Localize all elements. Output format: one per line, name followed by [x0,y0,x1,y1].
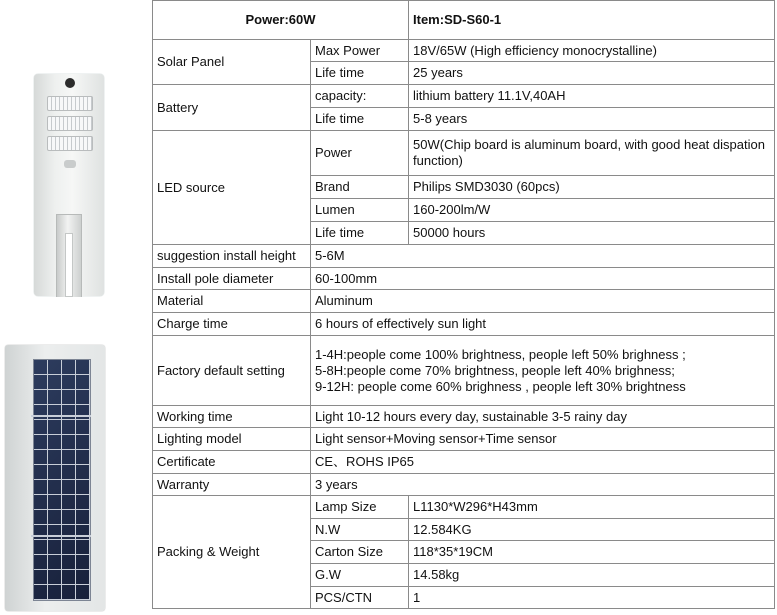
spec-value: CE、ROHS IP65 [311,451,775,474]
header-row [153,1,775,40]
spec-label: Working time [153,406,311,428]
spec-label: suggestion install height [153,245,311,268]
led-module-icon [47,116,93,131]
table-row [153,131,775,176]
spec-value: 1 [409,587,775,609]
spec-name: Life time [311,62,409,85]
spec-value: Philips SMD3030 (60pcs) [409,176,775,199]
spec-name: Lumen [311,199,409,222]
spec-label: Install pole diameter [153,268,311,290]
spec-value: 5-8 years [409,108,775,131]
spec-value: 160-200lm/W [409,199,775,222]
table-row [153,406,775,428]
table-row [153,451,775,474]
spec-label: Material [153,290,311,313]
spec-name: Max Power [311,40,409,62]
table-row [153,40,775,62]
led-module-icon [47,136,93,151]
spec-label: Certificate [153,451,311,474]
table-row [153,496,775,519]
table-row [153,245,775,268]
spec-value: 12.584KG [409,519,775,541]
spec-name: Lamp Size [311,496,409,519]
factory-default-value [311,336,775,406]
solar-panel-label: Solar Panel [153,40,311,85]
spec-value: 18V/65W (High efficiency monocrystalline) [409,40,775,62]
factory-default-label: Factory default setting [153,336,311,406]
setting-line: 9-12H: people come 60% brighness , people left 30% brightness [315,378,686,394]
spec-value: 6 hours of effectively sun light [311,313,775,336]
spec-value: Light sensor+Moving sensor+Time sensor [311,428,775,451]
battery-label: Battery [153,85,311,131]
spec-value: 3 years [311,474,775,496]
led-source-label: LED source [153,131,311,245]
spec-value: 25 years [409,62,775,85]
spec-name: PCS/CTN [311,587,409,609]
spec-label: Lighting model [153,428,311,451]
spec-value: 60-100mm [311,268,775,290]
spec-value: 5-6M [311,245,775,268]
table-row [153,290,775,313]
spec-value: 118*35*19CM [409,541,775,564]
spec-value: 50000 hours [409,222,775,245]
spec-label: Charge time [153,313,311,336]
street-light-photo [34,74,104,296]
packing-label: Packing & Weight [153,496,311,609]
solar-cells-icon [33,359,91,601]
table-row [153,474,775,496]
lens-icon [64,160,76,168]
mounting-arm-icon [56,214,82,297]
table-row [153,85,775,108]
motion-sensor-icon [65,78,75,88]
spec-name: Life time [311,108,409,131]
table-row [153,268,775,290]
spec-name: Life time [311,222,409,245]
product-images [0,0,152,615]
spec-value: L1130*W296*H43mm [409,496,775,519]
spec-value: 50W(Chip board is aluminum board, with good heat dispation function) [409,131,775,176]
setting-line: 1-4H:people come 100% brightness, people left 50% brighness ; [315,346,686,362]
spec-value: Light 10-12 hours every day, sustainable 3-5 rainy day [311,406,775,428]
spec-name: Power [311,131,409,176]
spec-table [152,0,775,609]
setting-line: 5-8H:people come 70% brightness, people left 40% brighness; [315,362,675,378]
spec-name: N.W [311,519,409,541]
table-row [153,336,775,406]
spec-value: Aluminum [311,290,775,313]
spec-name: Brand [311,176,409,199]
spec-name: G.W [311,564,409,587]
solar-panel-photo [5,345,105,611]
spec-label: Warranty [153,474,311,496]
item-header: Item:SD-S60-1 [409,1,775,40]
spec-name: Carton Size [311,541,409,564]
power-header: Power:60W [153,1,409,40]
spec-value: lithium battery 11.1V,40AH [409,85,775,108]
spec-name: capacity: [311,85,409,108]
table-row [153,313,775,336]
table-row [153,428,775,451]
spec-value: 14.58kg [409,564,775,587]
led-module-icon [47,96,93,111]
